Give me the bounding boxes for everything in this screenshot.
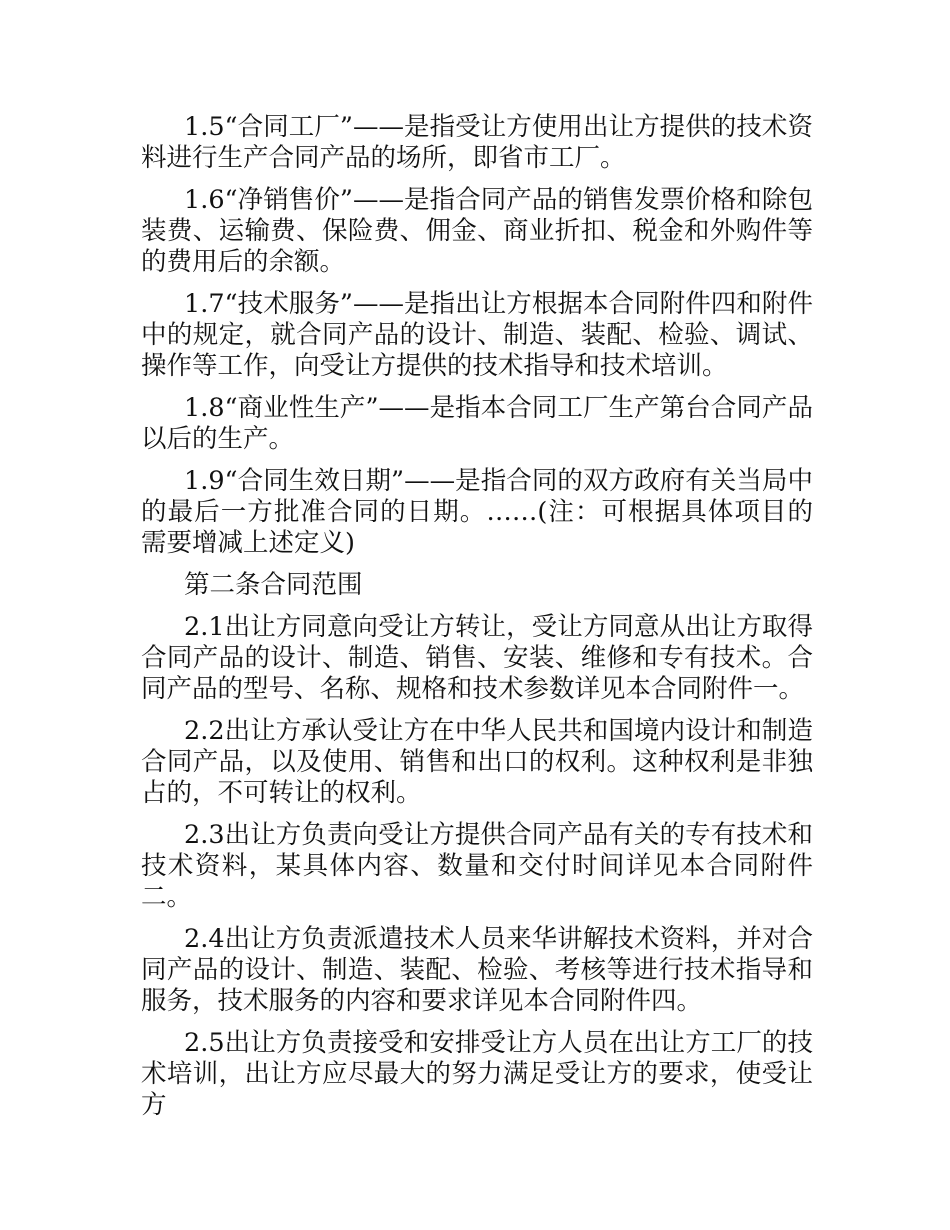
paragraph-2-5: 2.5出让方负责接受和安排受让方人员在出让方工厂的技术培训，出让方应尽最大的努力满足受让方的要求，使受让方: [141, 1028, 813, 1120]
paragraph-1-8: 1.8“商业性生产”——是指本合同工厂生产第台合同产品以后的生产。: [141, 393, 813, 454]
paragraph-2-2: 2.2出让方承认受让方在中华人民共和国境内设计和制造合同产品，以及使用、销售和出口的权利。这种权利是非独占的，不可转让的权利。: [141, 716, 813, 808]
paragraph-1-9: 1.9“合同生效日期”——是指合同的双方政府有关当局中的最后一方批准合同的日期。……(注：可根据具体项目的需要增减上述定义): [141, 466, 813, 558]
paragraph-1-5: 1.5“合同工厂”——是指受让方使用出让方提供的技术资料进行生产合同产品的场所，即省市工厂。: [141, 112, 813, 173]
document-body: [141, 112, 813, 1132]
paragraph-1-7: 1.7“技术服务”——是指出让方根据本合同附件四和附件中的规定，就合同产品的设计、制造、装配、检验、调试、操作等工作，向受让方提供的技术指导和技术培训。: [141, 289, 813, 381]
paragraph-2-1: 2.1出让方同意向受让方转让，受让方同意从出让方取得合同产品的设计、制造、销售、安装、维修和专有技术。合同产品的型号、名称、规格和技术参数详见本合同附件一。: [141, 612, 813, 704]
section-heading-article-2: 第二条合同范围: [184, 570, 363, 600]
paragraph-2-4: 2.4出让方负责派遣技术人员来华讲解技术资料，并对合同产品的设计、制造、装配、检验、考核等进行技术指导和服务，技术服务的内容和要求详见本合同附件四。: [141, 924, 813, 1016]
paragraph-2-3: 2.3出让方负责向受让方提供合同产品有关的专有技术和技术资料，某具体内容、数量和交付时间详见本合同附件二。: [141, 820, 813, 912]
paragraph-1-6: 1.6“净销售价”——是指合同产品的销售发票价格和除包装费、运输费、保险费、佣金、商业折扣、税金和外购件等的费用后的余额。: [141, 185, 813, 277]
